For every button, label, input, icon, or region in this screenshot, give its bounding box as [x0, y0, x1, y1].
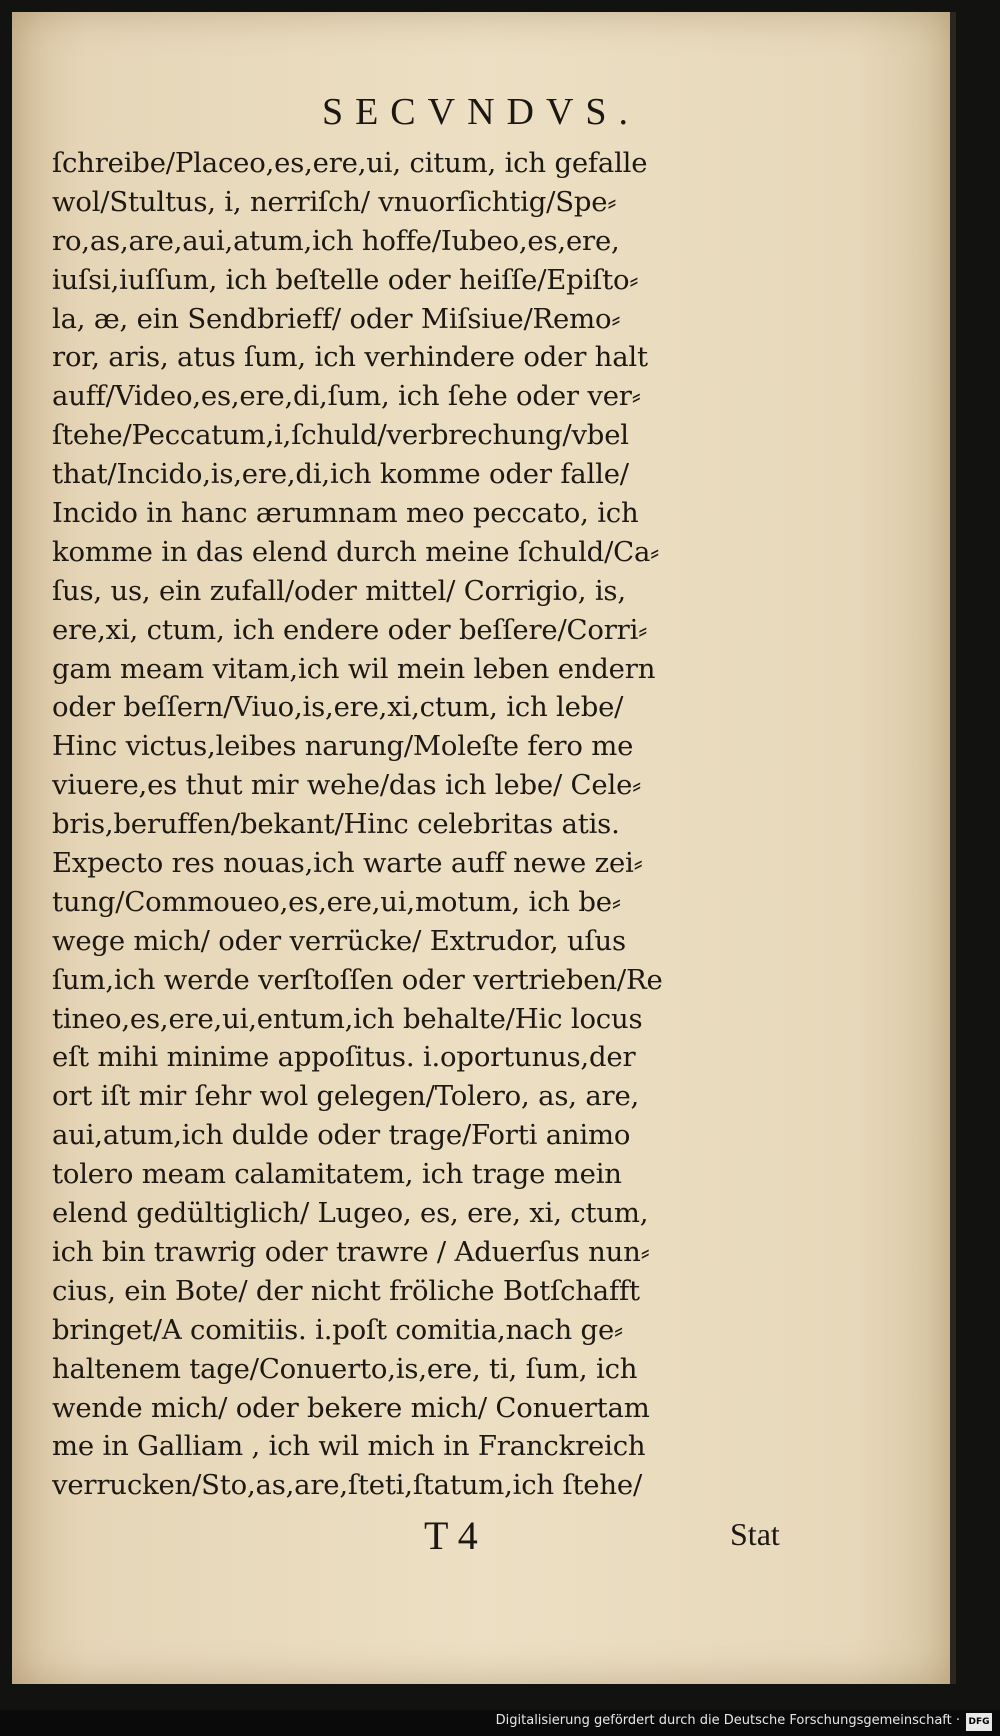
text-line: wende mich/ oder bekere mich/ Conuertam [52, 1391, 650, 1424]
text-line: ort iſt mir ſehr wol gelegen/Tolero, as, are, [52, 1080, 640, 1113]
digitization-credit: Digitalisierung gefördert durch die Deutsche Forschungsgemeinschaft · [495, 1713, 960, 1728]
text-line: me in Galliam , ich wil mich in Franckreich [52, 1430, 646, 1463]
text-line: wege mich/ oder verrücke/ Extrudor, uſus [52, 924, 626, 957]
text-line: komme in das elend durch meine ſchuld/Ca⸗ [52, 535, 660, 568]
body-text [52, 144, 792, 1505]
text-line: ſchreibe/Placeo,es,ere,ui, citum, ich gefalle [52, 147, 648, 179]
text-line: cius, ein Bote/ der nicht fröliche Botſchafft [52, 1274, 640, 1307]
text-line: bringet/A comitiis. i.poſt comitia,nach ge⸗ [52, 1313, 623, 1346]
text-line: ſus, us, ein zufall/oder mittel/ Corrigio, is, [52, 574, 626, 607]
text-line: auff/Video,es,ere,di,ſum, ich ſehe oder ver⸗ [52, 380, 641, 413]
text-line: eſt mihi minime appoſitus. i.oportunus,der [52, 1041, 636, 1074]
text-line: tung/Commoueo,es,ere,ui,motum, ich be⸗ [52, 885, 621, 918]
text-line: ro,as,are,aui,atum,ich hoffe/Iubeo,es,ere, [52, 224, 620, 257]
text-line: ſum,ich werde verſtoſſen oder vertrieben/Re [52, 963, 663, 996]
text-line: tineo,es,ere,ui,entum,ich behalte/Hic locus [52, 1002, 643, 1035]
text-line: haltenem tage/Conuerto,is,ere, ti, ſum, ich [52, 1352, 638, 1385]
text-line: Hinc victus,leibes narung/Moleſte fero me [52, 730, 634, 763]
text-line: viuere,es thut mir wehe/das ich lebe/ Cele⸗ [52, 769, 642, 802]
text-line: aui,atum,ich dulde oder trage/Forti animo [52, 1119, 631, 1152]
text-line: bris,beruffen/bekant/Hinc celebritas atis. [52, 808, 620, 841]
text-line: that/Incido,is,ere,di,ich komme oder falle/ [52, 458, 629, 491]
text-line: ere,xi, ctum, ich endere oder beſſere/Corri⸗ [52, 613, 648, 646]
dfg-logo: DFG [966, 1713, 992, 1731]
text-line: gam meam vitam,ich wil mein leben endern [52, 652, 656, 685]
text-line: la, æ, ein Sendbrieff/ oder Miſsiue/Remo⸗ [52, 302, 621, 335]
signature-mark: T 4 [424, 1513, 478, 1558]
catchword: Stat [730, 1516, 780, 1552]
text-line: Incido in hanc ærumnam meo peccato, ich [52, 497, 639, 530]
text-line: verrucken/Sto,as,are,ſteti,ſtatum,ich ſtehe/ [52, 1469, 643, 1502]
text-line: iuſsi,iuſſum, ich beſtelle oder heiſſe/Epiſto⸗ [52, 263, 639, 296]
text-line: ſtehe/Peccatum,i,ſchuld/verbrechung/vbel [52, 419, 629, 452]
text-line: ror, aris, atus ſum, ich verhindere oder halt [52, 341, 648, 374]
page-edge [950, 12, 956, 1684]
text-line: wol/Stultus, i, nerriſch/ vnuorſichtig/Spe⸗ [52, 185, 617, 218]
running-header: SECVNDVS. [321, 91, 641, 133]
text-line: tolero meam calamitatem, ich trage mein [52, 1158, 622, 1191]
book-page [12, 12, 950, 1684]
text-line: ich bin trawrig oder trawre / Aduerſus nun⸗ [52, 1235, 650, 1268]
text-line: elend gedültiglich/ Lugeo, es, ere, xi, ctum, [52, 1197, 649, 1230]
text-line: oder beſſern/Viuo,is,ere,xi,ctum, ich lebe/ [52, 691, 624, 724]
text-line: Expecto res nouas,ich warte auff newe zei⸗ [52, 847, 643, 880]
